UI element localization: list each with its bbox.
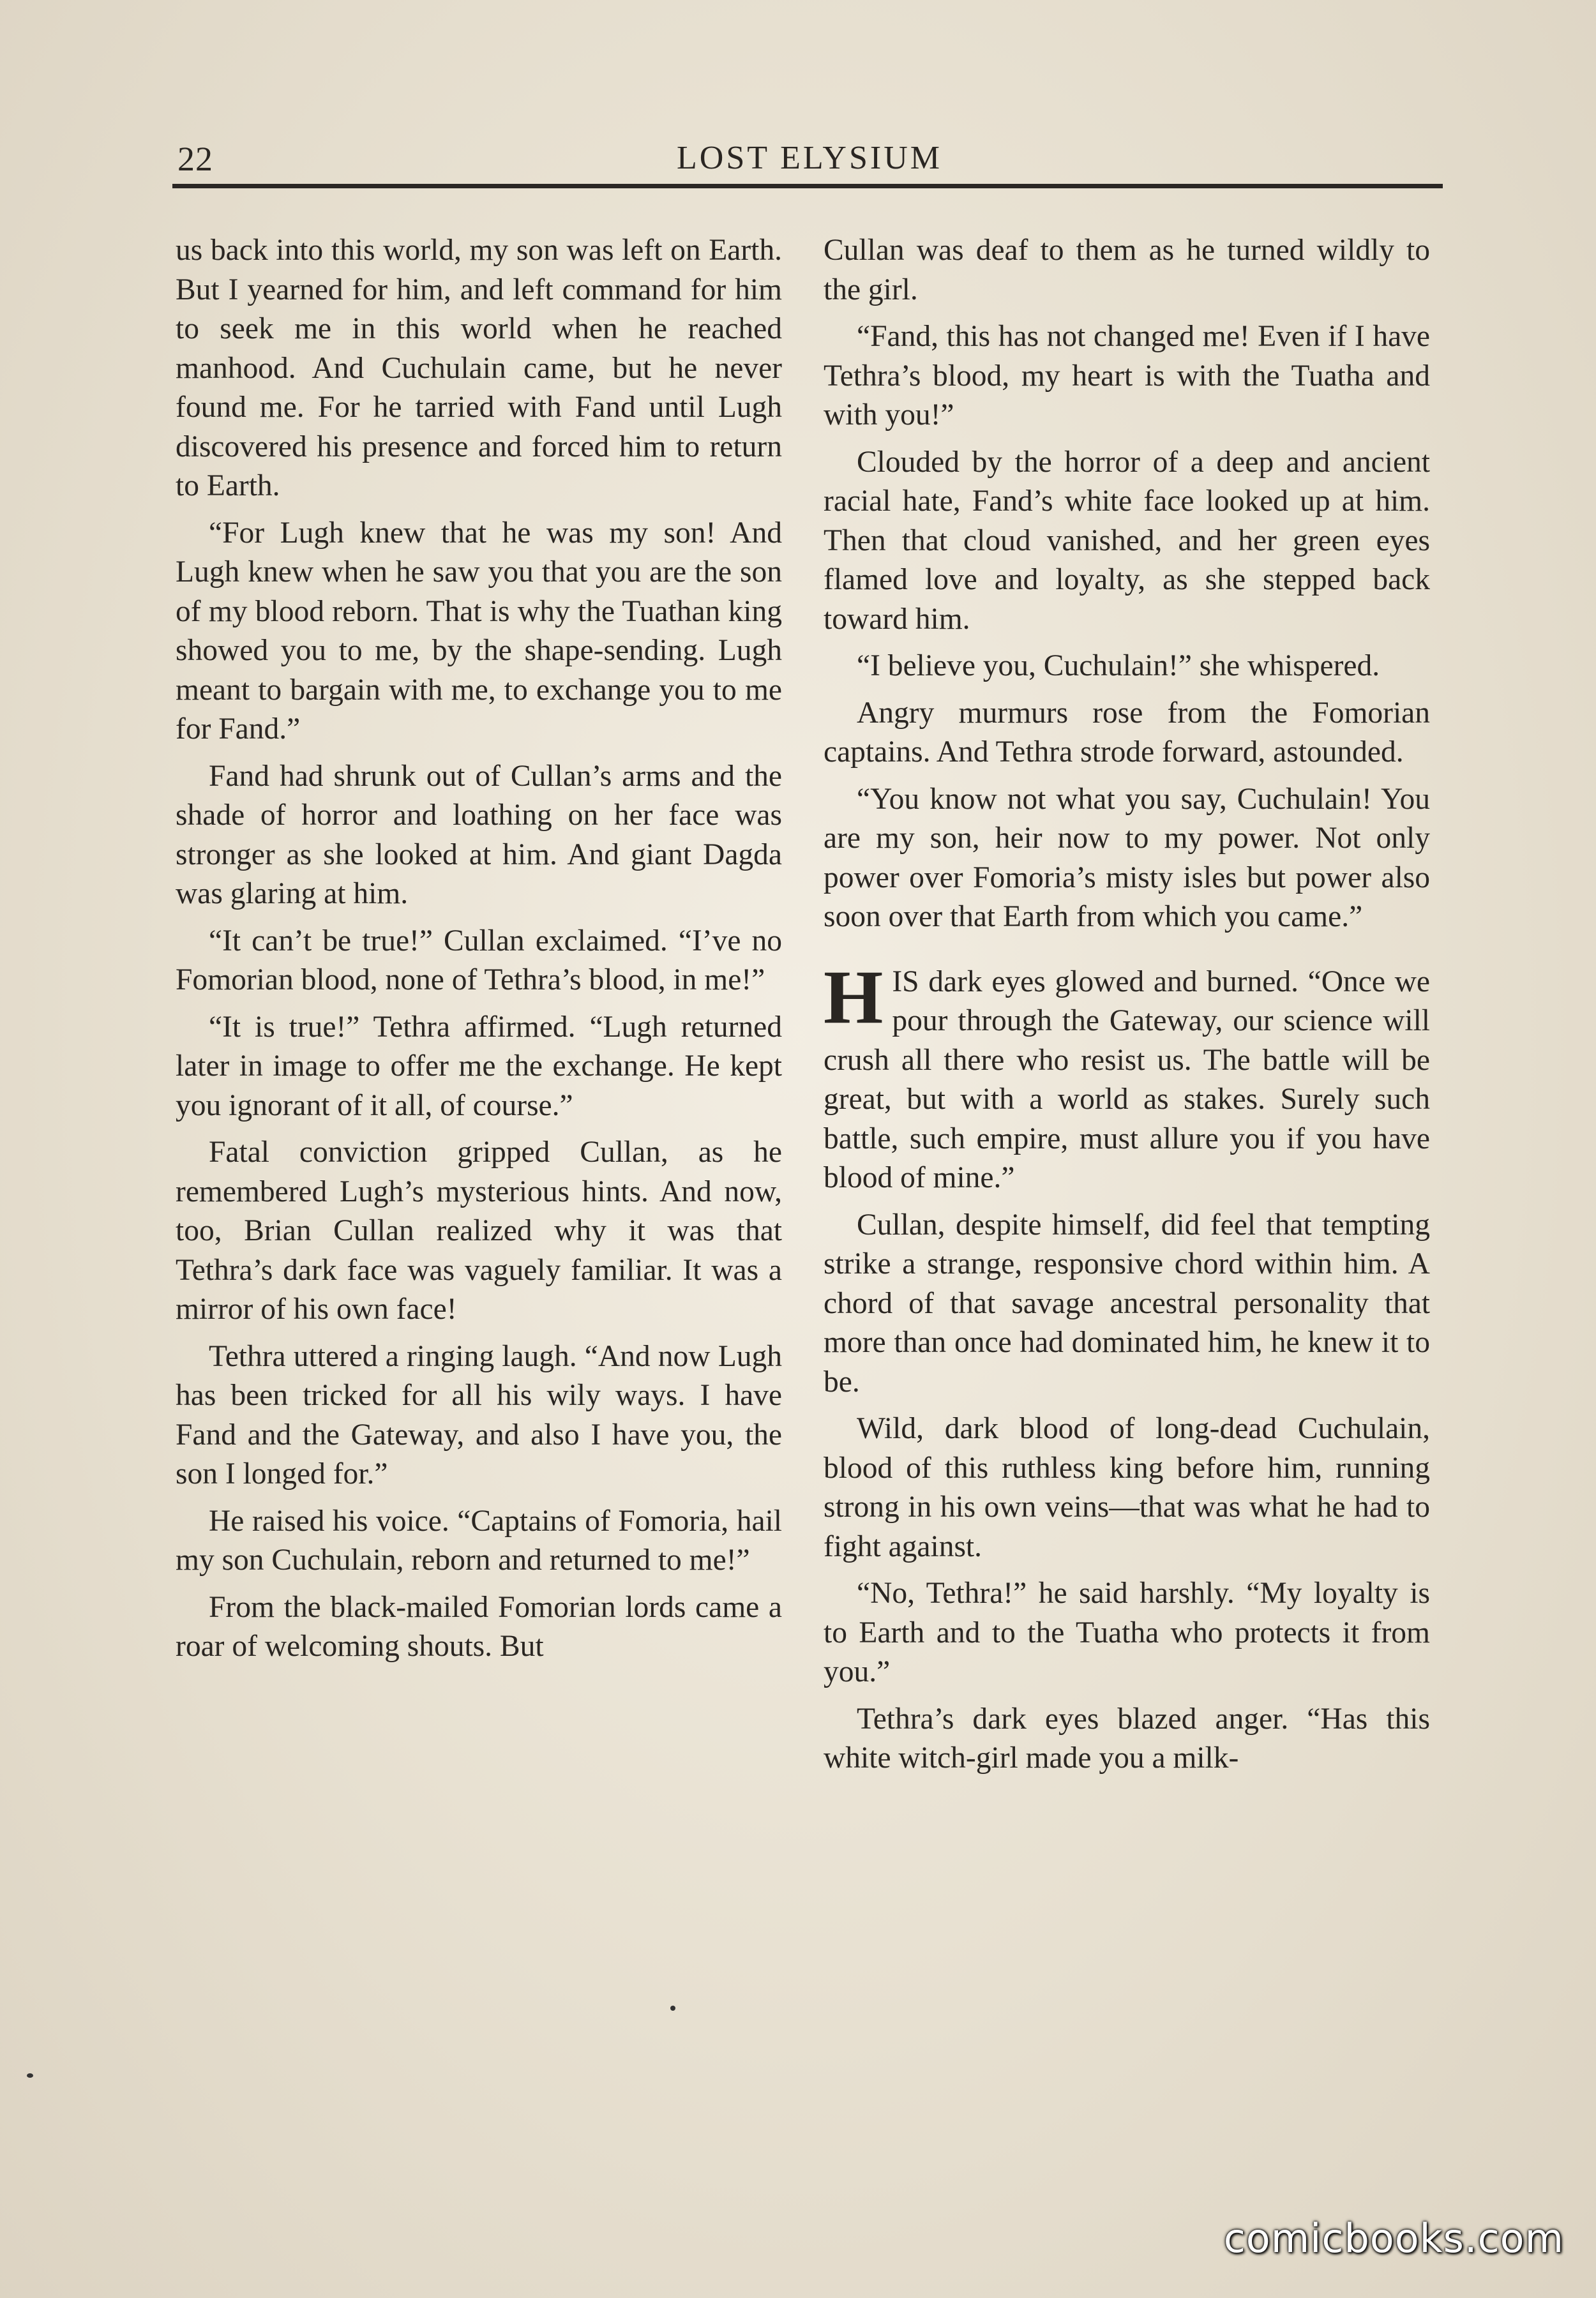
drop-cap: H xyxy=(824,954,884,1039)
paragraph: Wild, dark blood of long-dead Cuchulain, blood of this ruthless king before him, running strong in his own veins—that was what he had to fight against. xyxy=(824,1412,1430,1563)
running-title: LOST ELYSIUM xyxy=(677,140,942,176)
paragraph: “I believe you, Cuchulain!” she whispered. xyxy=(857,649,1380,682)
paragraph: Tethra uttered a ringing laugh. “And now Lugh has been tricked for all his wily ways. I have Fand and the Gateway, and also I have you, the son I longed for.” xyxy=(176,1339,782,1491)
dropcap-paragraph xyxy=(824,954,1430,1198)
paragraph: Cullan, despite himself, did feel that tempting strike a strange, responsive chord within him. A chord of that savage ancestral personality that more than once had dominated him, he knew it to be. xyxy=(824,1208,1430,1399)
paragraph: From the black-mailed Fomorian lords came a roar of welcoming shouts. But xyxy=(176,1590,782,1663)
page-number: 22 xyxy=(177,140,213,178)
paragraph: He raised his voice. “Captains of Fomoria, hail my son Cuchulain, reborn and returned to me!” xyxy=(176,1504,782,1577)
left-column xyxy=(176,231,782,1674)
ink-speck xyxy=(670,2006,675,2011)
paragraph: “It is true!” Tethra affirmed. “Lugh returned later in image to offer me the exchange. He kept you ignorant of it all, of course.” xyxy=(176,1010,782,1122)
paragraph: Fatal conviction gripped Cullan, as he remembered Lugh’s mysterious hints. And now, too, Brian Cullan realized why it was that Tethra’s dark face was vaguely familiar. It was a mirror of his own face! xyxy=(176,1136,782,1326)
ink-speck xyxy=(27,2073,33,2078)
paragraph: us back into this world, my son was left on Earth. But I yearned for him, and left command for him to seek me in this world when he reached manhood. And Cuchulain came, but he never found me. For he tarried with Fand until Lugh discovered his presence and forced him to return to Earth. xyxy=(176,234,782,502)
watermark: comicbooks.com xyxy=(1223,2215,1564,2262)
header-rule xyxy=(172,184,1443,188)
paragraph-text: IS dark eyes glowed and burned. “Once we pour through the Gateway, our science will crush all there who resist us. The battle will be great, but with a world as stakes. Surely such battle, such empire, must allure you if you have blood of mine.” xyxy=(824,965,1430,1194)
paragraph: “Fand, this has not changed me! Even if I have Tethra’s blood, my heart is with the Tuatha and with you!” xyxy=(824,320,1430,432)
paragraph: “For Lugh knew that he was my son! And Lugh knew when he saw you that you are the son of my blood reborn. That is why the Tuathan king showed you to me, by the shape-sending. Lugh meant to bargain with me, to exchange you to me for Fand.” xyxy=(176,516,782,746)
paragraph: “It can’t be true!” Cullan exclaimed. “I’ve no Fomorian blood, none of Tethra’s blood, in me!” xyxy=(176,924,782,996)
paragraph: “You know not what you say, Cuchulain! You are my son, heir now to my power. Not only power over Fomoria’s misty isles but power also soon over that Earth from which you came.” xyxy=(824,782,1430,933)
paragraph: Angry murmurs rose from the Fomorian captains. And Tethra strode forward, astounded. xyxy=(824,696,1430,769)
page-header xyxy=(177,134,1442,185)
paragraph: Fand had shrunk out of Cullan’s arms and the shade of horror and loathing on her face was stronger as she looked at him. And giant Dagda was glaring at him. xyxy=(176,759,782,910)
paragraph: “No, Tethra!” he said harshly. “My loyalty is to Earth and to the Tuatha who protects it from you.” xyxy=(824,1577,1430,1688)
paragraph: Clouded by the horror of a deep and ancient racial hate, Fand’s white face looked up at him. Then that cloud vanished, and her green eyes flamed love and loyalty, as she stepped back toward him. xyxy=(824,445,1430,636)
paragraph: Tethra’s dark eyes blazed anger. “Has this white witch-girl made you a milk- xyxy=(824,1702,1430,1775)
paragraph: Cullan was deaf to them as he turned wildly to the girl. xyxy=(824,234,1430,306)
right-column xyxy=(824,231,1430,1786)
